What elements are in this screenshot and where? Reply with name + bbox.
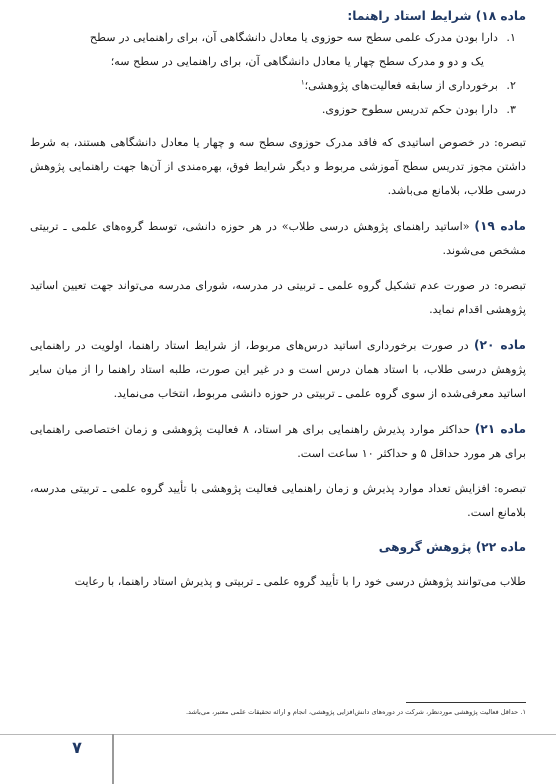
conditions-list — [30, 26, 526, 122]
footer-vertical-bar — [112, 734, 114, 784]
article-21-text: حداکثر موارد پذیرش راهنمایی برای هر استاد، ۸ فعالیت پژوهشی و زمان اختصاصی راهنمایی برای هر مورد حداقل ۵ و حداکثر ۱۰ ساعت است. — [30, 423, 526, 460]
article-18-heading: ماده ۱۸) شرایط استاد راهنما: — [347, 9, 526, 23]
page-content — [30, 6, 526, 594]
article-19-paragraph — [30, 214, 526, 263]
list-number: ۳. — [506, 103, 516, 116]
condition-item-2 — [30, 74, 516, 98]
condition-text-continued: یک و دو و مدرک سطح چهار یا معادل دانشگاهی آن، برای راهنمایی در سطح سه؛ — [110, 55, 484, 68]
condition-item-3 — [30, 98, 516, 122]
footnote-reference[interactable]: ۱ — [300, 78, 305, 87]
article-20-text: در صورت برخورداری اساتید درس‌های مربوط، از شرایط استاد راهنما، اولویت در راهنمایی پژوهش درسی طلاب، با استاد همان درس است و در غیر این صورت، طلبه استاد راهنما را از میان سایر اساتید معرفی‌شده از سوی گروه علمی ـ تربیتی در حوزه دانشی مربوط، انتخاب می‌نماید. — [30, 339, 526, 400]
article-22-heading: ماده ۲۲) پژوهش گروهی — [378, 540, 526, 554]
article-19-label: ماده ۱۹) — [474, 219, 526, 233]
article-21-paragraph — [30, 417, 526, 466]
footer-divider — [0, 734, 556, 735]
article-18-note: تبصره: در خصوص اساتیدی که فاقد مدرک حوزوی سطح سه و چهار یا معادل دانشگاهی هستند، به شرط داشتن مجوز تدریس سطح آموزشی مربوط و دیگر شرایط فوق، بهره‌مندی از آن‌ها جهت راهنمایی پژوهش درسی طلاب، بلامانع می‌باشد. — [30, 136, 526, 197]
condition-item-1 — [30, 26, 516, 50]
article-22-text: طلاب می‌توانند پژوهش درسی خود را با تأیید گروه علمی ـ تربیتی و پذیرش استاد راهنما، با رعایت — [74, 575, 526, 588]
article-20-paragraph — [30, 333, 526, 406]
condition-text: دارا بودن حکم تدریس سطوح حوزوی. — [321, 103, 498, 116]
article-19-text: «اساتید راهنمای پژوهش درسی طلاب» در هر حوزه دانشی، توسط گروه‌های علمی ـ تربیتی مشخص می‌شوند. — [30, 220, 526, 257]
footnote-divider — [406, 702, 526, 703]
condition-text: برخورداری از سابقه فعالیت‌های پژوهشی؛ — [304, 79, 498, 92]
article-21-note: تبصره: افزایش تعداد موارد پذیرش و زمان راهنمایی فعالیت پژوهشی با تأیید گروه علمی ـ تربیتی مدرسه، بلامانع است. — [30, 482, 526, 519]
condition-item-1-continued — [30, 50, 498, 74]
page-number: ۷ — [72, 738, 82, 757]
footnote: ۱. حداقل فعالیت پژوهشی موردنظر، شرکت در دوره‌های دانش‌افزایی پژوهشی، انجام و ارائه تحقیقات علمی معتبر، می‌باشد. — [185, 708, 526, 716]
article-21-label: ماده ۲۱) — [474, 422, 526, 436]
article-20-label: ماده ۲۰) — [473, 338, 526, 352]
article-19-note: تبصره: در صورت عدم تشکیل گروه علمی ـ تربیتی در مدرسه، شورای مدرسه می‌تواند جهت تعیین اساتید پژوهشی اقدام نماید. — [30, 279, 526, 316]
condition-text: دارا بودن مدرک علمی سطح سه حوزوی یا معادل دانشگاهی آن، برای راهنمایی در سطح — [89, 31, 498, 44]
list-number: ۲. — [506, 79, 516, 92]
list-number: ۱. — [506, 31, 516, 44]
